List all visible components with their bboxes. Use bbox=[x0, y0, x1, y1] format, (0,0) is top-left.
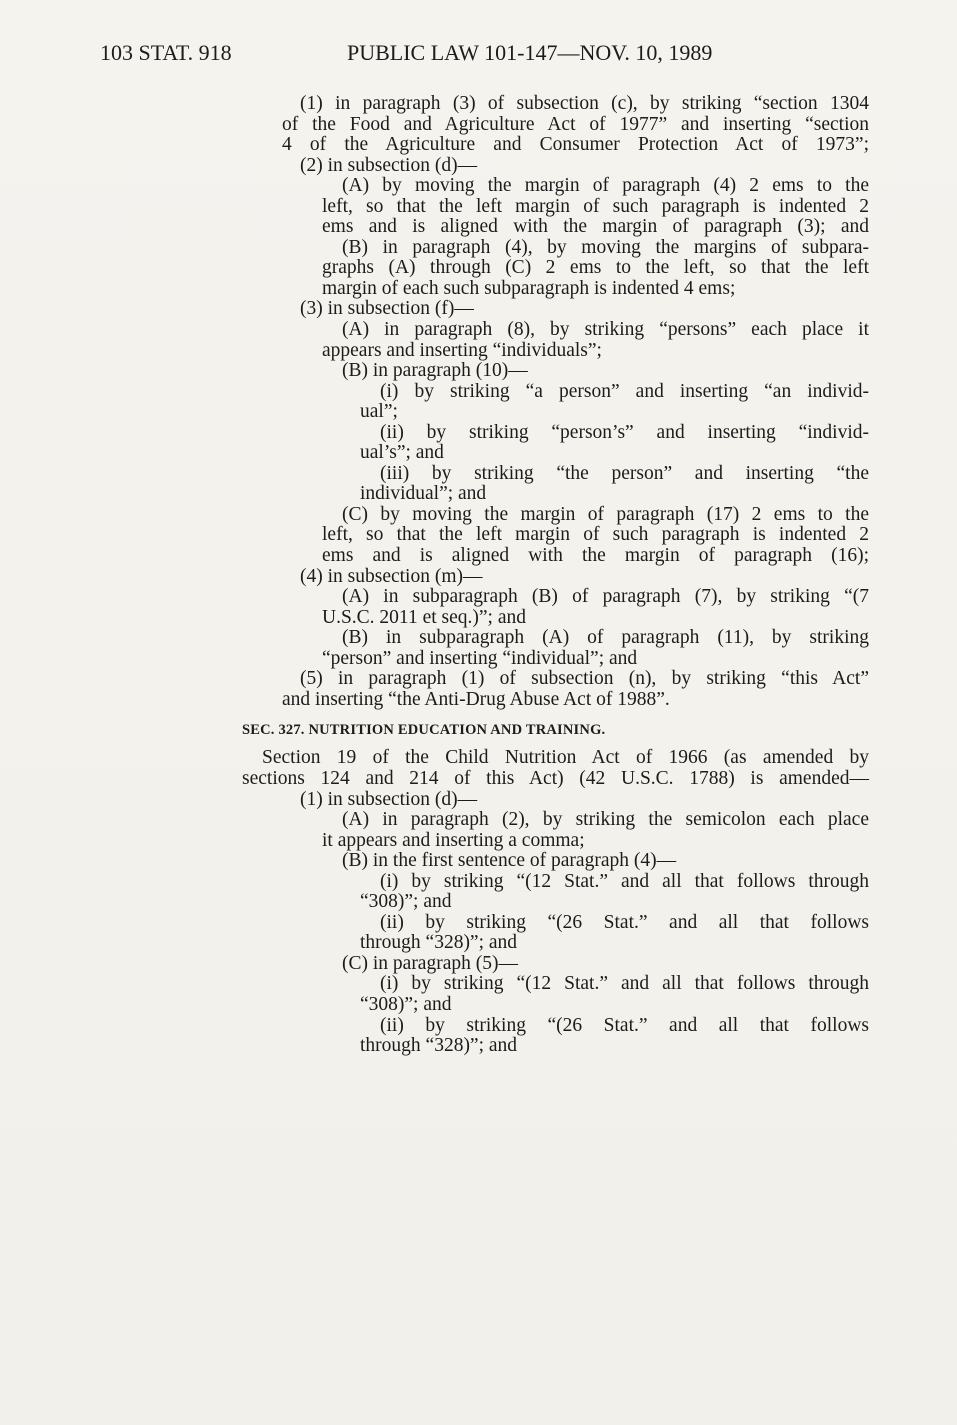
section-number: SEC. 327. bbox=[242, 722, 305, 739]
amendment-list-section-326 bbox=[242, 94, 869, 710]
text-line: 4 of the Agriculture and Consumer Protection Act of 1973”; bbox=[282, 134, 869, 156]
text-line: left, so that the left margin of such paragraph is indented 2 bbox=[322, 524, 869, 546]
amendment-list-section-327 bbox=[242, 748, 869, 1056]
text-line: ems and is aligned with the margin of paragraph (16); bbox=[322, 545, 869, 567]
text-line: of the Food and Agriculture Act of 1977” and inserting “section bbox=[282, 113, 869, 135]
text-line: (1) in subsection (d)— bbox=[300, 788, 478, 810]
text-line: through “328)”; and bbox=[360, 932, 518, 954]
text-line: (ii) by striking “person’s” and inserting “individ- bbox=[380, 421, 869, 443]
text-line: U.S.C. 2011 et seq.)”; and bbox=[322, 606, 526, 628]
text-line: (3) in subsection (f)— bbox=[300, 298, 474, 320]
stat-page-number: 103 STAT. 918 bbox=[100, 40, 232, 65]
text-line: through “328)”; and bbox=[360, 1035, 518, 1057]
text-line: (C) in paragraph (5)— bbox=[342, 952, 518, 974]
section-heading bbox=[242, 718, 869, 742]
text-line: ems and is aligned with the margin of paragraph (3); and bbox=[322, 216, 869, 238]
text-line: it appears and inserting a comma; bbox=[322, 829, 585, 851]
text-line: (iii) by striking “the person” and inserting “the bbox=[380, 462, 869, 484]
text-line: appears and inserting “individuals”; bbox=[322, 339, 602, 361]
text-line: (C) by moving the margin of paragraph (17) 2 ems to the bbox=[342, 503, 869, 525]
text-line: (4) in subsection (m)— bbox=[300, 565, 483, 587]
text-line: ual”; bbox=[360, 401, 398, 423]
public-law-running-head: PUBLIC LAW 101-147—NOV. 10, 1989 bbox=[347, 40, 713, 65]
section-title: NUTRITION EDUCATION AND TRAINING. bbox=[308, 722, 606, 739]
text-line: and inserting “the Anti-Drug Abuse Act of 1988”. bbox=[282, 688, 670, 710]
text-line: (B) in the first sentence of paragraph (4)— bbox=[342, 850, 677, 872]
text-line: “308)”; and bbox=[360, 891, 452, 913]
text-line: (1) in paragraph (3) of subsection (c), by striking “section 1304 bbox=[300, 93, 869, 114]
page-header bbox=[100, 38, 880, 68]
text-line: (B) in paragraph (4), by moving the margins of subpara- bbox=[342, 236, 869, 258]
text-line: (5) in paragraph (1) of subsection (n), by striking “this Act” bbox=[300, 668, 869, 690]
text-line: margin of each such subparagraph is indented 4 ems; bbox=[322, 277, 736, 299]
text-line: (ii) by striking “(26 Stat.” and all that follows bbox=[380, 911, 869, 933]
text-line: (i) by striking “a person” and inserting “an individ- bbox=[380, 380, 869, 402]
text-line: (ii) by striking “(26 Stat.” and all that follows bbox=[380, 1014, 869, 1036]
text-line: (2) in subsection (d)— bbox=[300, 154, 478, 176]
text-line: Section 19 of the Child Nutrition Act of 1966 (as amended by bbox=[262, 747, 869, 769]
text-line: “person” and inserting “individual”; and bbox=[322, 647, 638, 669]
text-line: (A) in paragraph (8), by striking “persons” each place it bbox=[342, 319, 869, 341]
text-line: “308)”; and bbox=[360, 993, 452, 1015]
text-line: sections 124 and 214 of this Act) (42 U.S.C. 1788) is amended— bbox=[242, 767, 869, 789]
text-line: (i) by striking “(12 Stat.” and all that follows through bbox=[380, 870, 869, 892]
text-line: (A) in subparagraph (B) of paragraph (7), by striking “(7 bbox=[342, 586, 869, 608]
text-line: left, so that the left margin of such paragraph is indented 2 bbox=[322, 195, 869, 217]
text-line: (B) in subparagraph (A) of paragraph (11), by striking bbox=[342, 627, 869, 649]
text-line: (A) by moving the margin of paragraph (4) 2 ems to the bbox=[342, 175, 869, 197]
text-line: graphs (A) through (C) 2 ems to the left, so that the left bbox=[322, 257, 869, 279]
text-line: (B) in paragraph (10)— bbox=[342, 360, 528, 382]
text-line: ual’s”; and bbox=[360, 442, 444, 464]
document-body bbox=[242, 94, 869, 1057]
text-line: individual”; and bbox=[360, 483, 487, 505]
text-line: (i) by striking “(12 Stat.” and all that follows through bbox=[380, 973, 869, 995]
text-line: (A) in paragraph (2), by striking the semicolon each place bbox=[342, 809, 869, 831]
